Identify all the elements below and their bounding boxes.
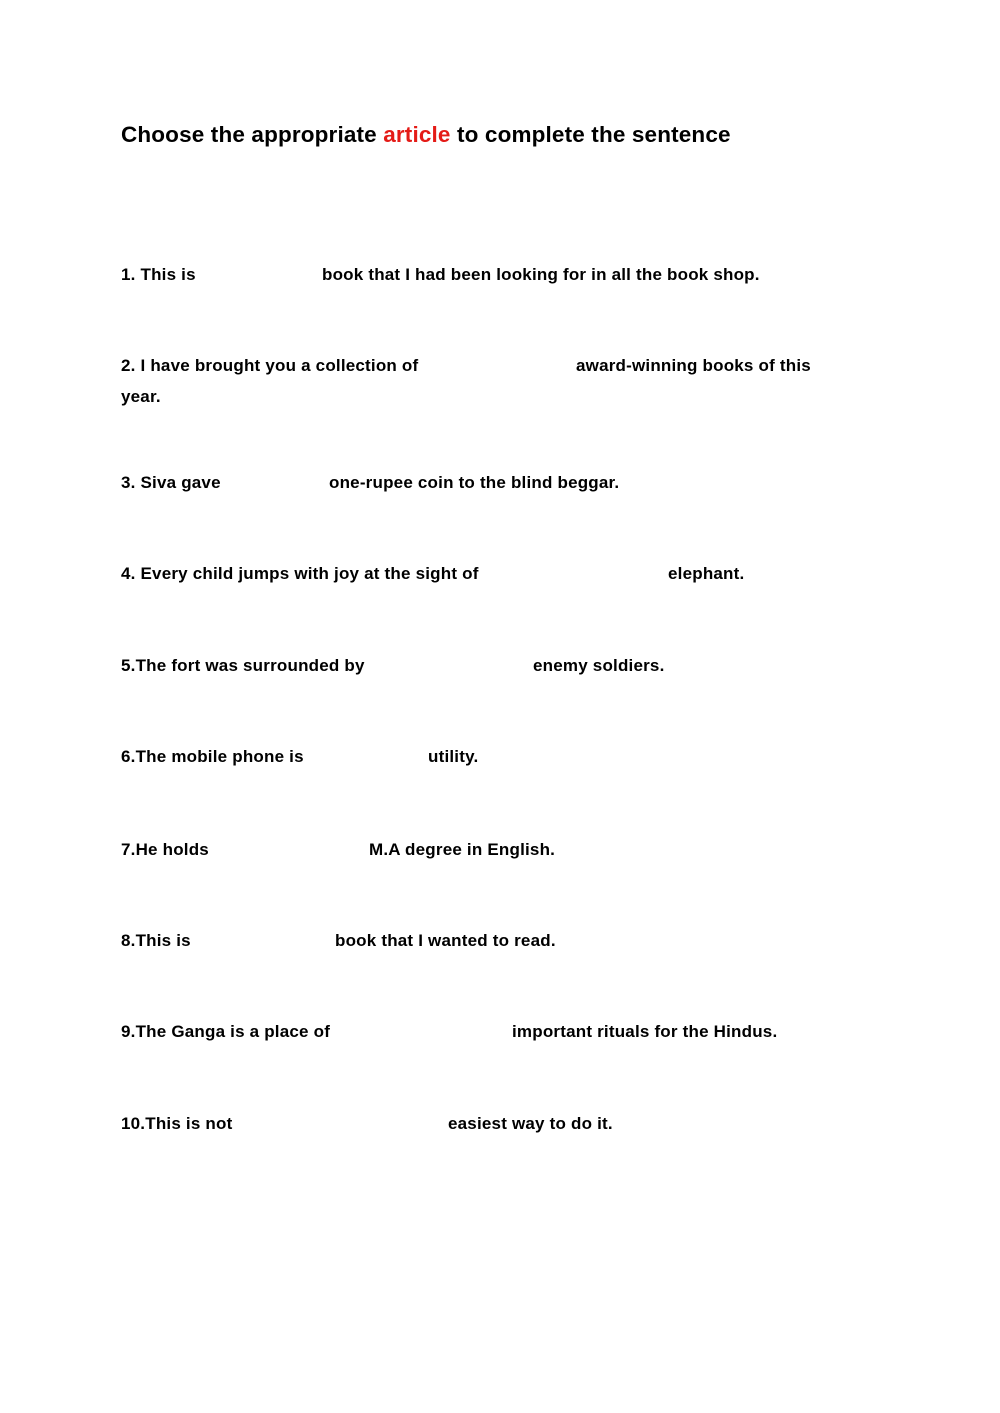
question-10-answer-blank[interactable] — [264, 1112, 441, 1134]
question-10-tail: easiest way to do it. — [448, 1114, 613, 1133]
question-4-answer-blank[interactable] — [565, 562, 661, 584]
question-3-lead: 3. Siva gave — [121, 473, 221, 492]
question-1-tail: book that I had been looking for in all the book shop. — [322, 265, 760, 284]
question-8-lead: 8.This is — [121, 931, 191, 950]
worksheet-title — [121, 122, 731, 148]
question-3-tail: one-rupee coin to the blind beggar. — [329, 473, 620, 492]
question-5-tail: enemy soldiers. — [533, 656, 665, 675]
question-4-tail: elephant. — [668, 564, 745, 583]
question-4-lead: 4. Every child jumps with joy at the sight of — [121, 564, 479, 583]
question-1-answer-blank[interactable] — [220, 263, 316, 285]
question-2-tail: award-winning books of this — [576, 356, 811, 375]
question-5-answer-blank[interactable] — [423, 654, 527, 676]
question-9-lead: 9.The Ganga is a place of — [121, 1022, 331, 1041]
title-highlight-word: article — [383, 122, 451, 147]
question-1-lead: 1. This is — [121, 265, 196, 284]
question-3-answer-blank[interactable] — [250, 471, 324, 493]
question-8-answer-blank[interactable] — [212, 929, 328, 951]
question-8-tail: book that I wanted to read. — [335, 931, 556, 950]
question-2-continuation: year. — [121, 387, 161, 406]
question-10-lead: 10.This is not — [121, 1114, 233, 1133]
question-2-answer-blank[interactable] — [490, 354, 570, 376]
title-prefix: Choose the appropriate — [121, 122, 384, 147]
question-9-answer-blank[interactable] — [384, 1020, 506, 1042]
question-7-answer-blank[interactable] — [234, 838, 362, 860]
question-6-answer-blank[interactable] — [349, 745, 422, 767]
question-9-tail: important rituals for the Hindus. — [512, 1022, 778, 1041]
question-5-lead: 5.The fort was surrounded by — [121, 656, 365, 675]
question-6-lead: 6.The mobile phone is — [121, 747, 304, 766]
question-7-lead: 7.He holds — [121, 840, 209, 859]
question-7-tail: M.A degree in English. — [369, 840, 556, 859]
question-2-lead: 2. I have brought you a collection of — [121, 356, 419, 375]
title-suffix: to complete the sentence — [450, 122, 731, 147]
question-6-tail: utility. — [428, 747, 479, 766]
